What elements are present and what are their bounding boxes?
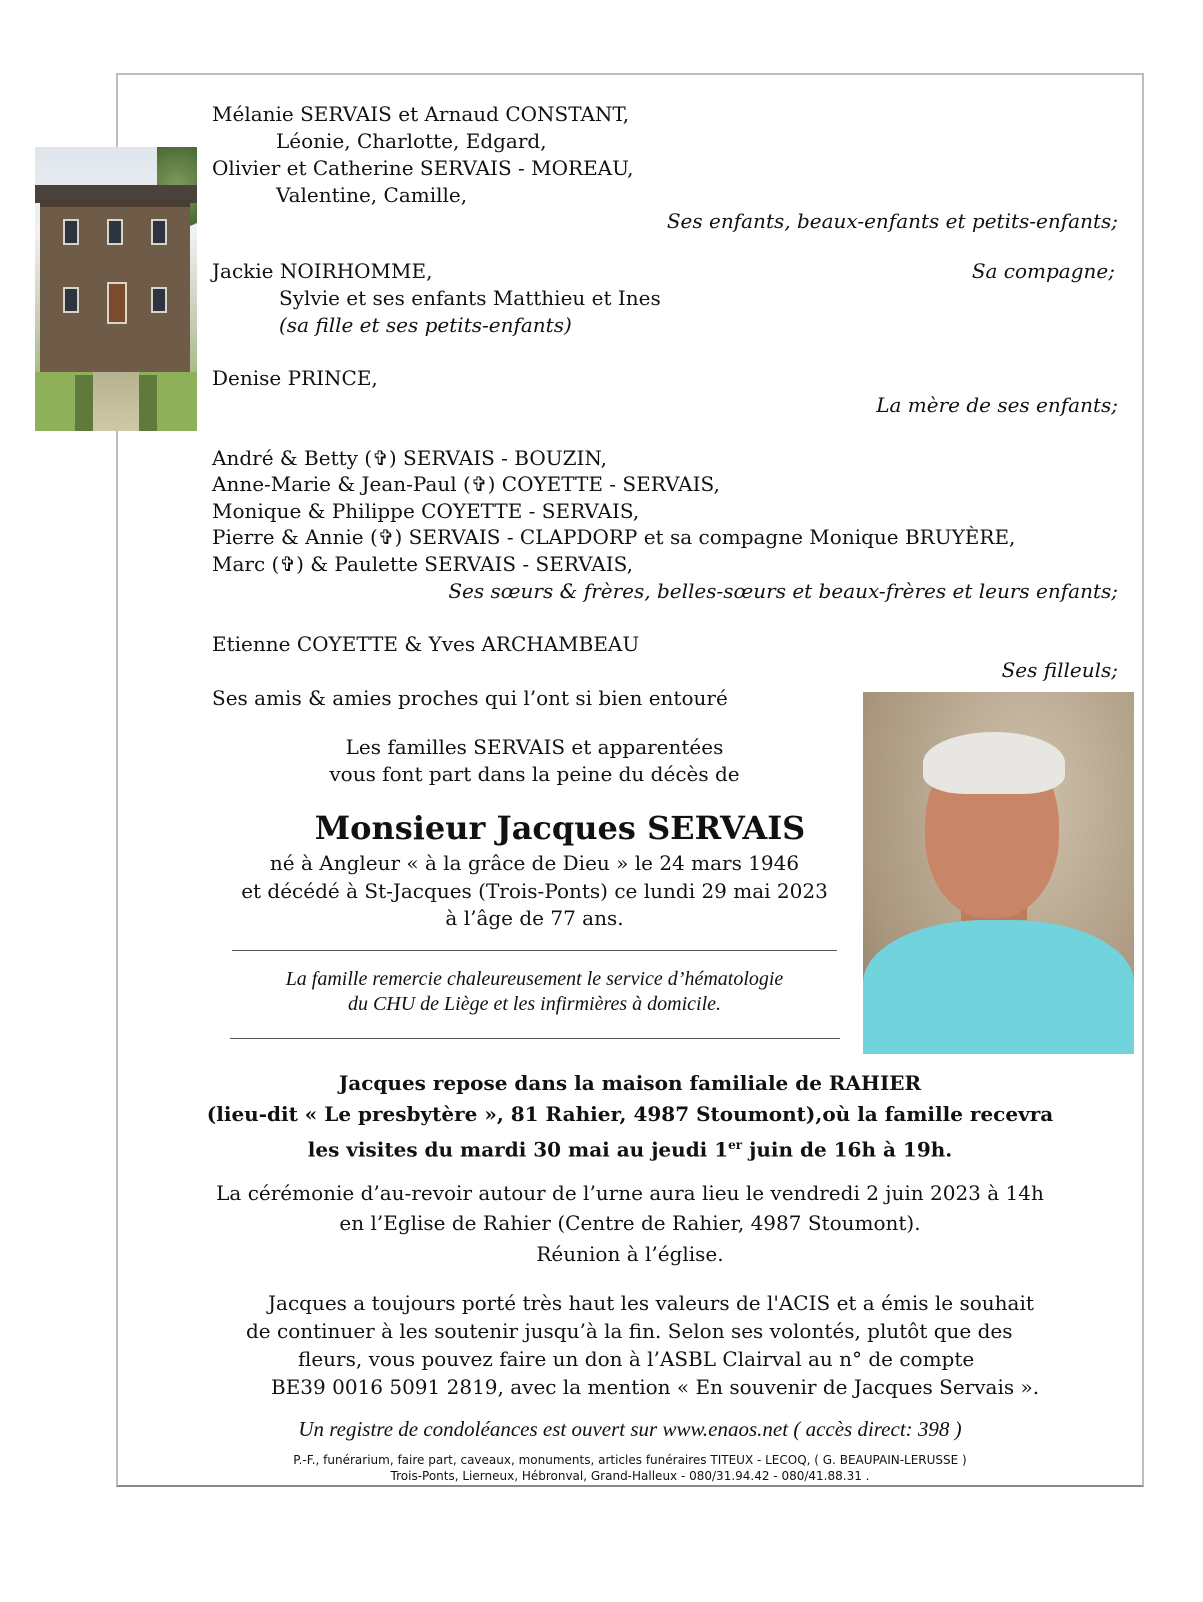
ceremony-line: en l’Eglise de Rahier (Centre de Rahier, 4987 Stoumont). [339, 1211, 921, 1235]
donation-line: fleurs, vous pouvez faire un don à l’ASBL Clairval au n° de compte [298, 1347, 975, 1371]
family-line: (sa fille et ses petits-enfants) [279, 313, 572, 337]
family-role: Ses filleuls; [1001, 658, 1118, 682]
registry-line: Un registre de condoléances est ouvert sur www.enaos.net ( accès direct: 398 ) [298, 1417, 962, 1441]
family-role: Ses sœurs & frères, belles-sœurs et beaux-frères et leurs enfants; [448, 579, 1118, 603]
family-line: Jackie NOIRHOMME, [212, 259, 433, 283]
visits-line: les visites du mardi 30 mai au jeudi 1er juin de 16h à 19h. [307, 1137, 953, 1162]
family-role: Ses enfants, beaux-enfants et petits-enfants; [666, 209, 1118, 233]
family-line: Anne-Marie & Jean-Paul (✞) COYETTE - SERVAIS, [212, 472, 720, 496]
family-line: Pierre & Annie (✞) SERVAIS - CLAPDORP et sa compagne Monique BRUYÈRE, [212, 525, 1016, 549]
age-line: à l’âge de 77 ans. [445, 906, 624, 930]
portrait-photo [863, 692, 1134, 1054]
deceased-name: Monsieur Jacques SERVAIS [314, 809, 806, 847]
announcement-line: Les familles SERVAIS et apparentées [345, 735, 724, 759]
ceremony-line: Réunion à l’église. [536, 1242, 724, 1266]
birth-line: né à Angleur « à la grâce de Dieu » le 24 mars 1946 [269, 851, 800, 875]
family-line: Monique & Philippe COYETTE - SERVAIS, [212, 499, 640, 523]
house-photo [35, 147, 197, 431]
thanks-line: du CHU de Liège et les infirmières à domicile. [347, 993, 722, 1015]
donation-line: BE39 0016 5091 2819, avec la mention « En souvenir de Jacques Servais ». [271, 1375, 1040, 1399]
donation-line: de continuer à les soutenir jusqu’à la fin. Selon ses volontés, plutôt que des [246, 1319, 1013, 1343]
family-line: Marc (✞) & Paulette SERVAIS - SERVAIS, [212, 552, 633, 576]
visits-line: (lieu-dit « Le presbytère », 81 Rahier, 4987 Stoumont),où la famille recevra [206, 1102, 1054, 1126]
family-line: André & Betty (✞) SERVAIS - BOUZIN, [212, 446, 607, 470]
thanks-line: La famille remercie chaleureusement le service d’hématologie [285, 968, 784, 990]
announcement-line: vous font part dans la peine du décès de [329, 762, 740, 786]
family-line: Mélanie SERVAIS et Arnaud CONSTANT, [212, 102, 630, 126]
family-role: Sa compagne; [971, 259, 1115, 283]
visits-line: Jacques repose dans la maison familiale de RAHIER [338, 1071, 922, 1095]
death-line: et décédé à St-Jacques (Trois-Ponts) ce lundi 29 mai 2023 [241, 879, 828, 903]
footer-line: Trois-Ponts, Lierneux, Hébronval, Grand-Halleux - 080/31.94.42 - 080/41.88.31 . [390, 1469, 870, 1483]
footer-line: P.-F., funérarium, faire part, caveaux, monuments, articles funéraires TITEUX - LECOQ, ( G. BEAUPAIN-LERUSSE ) [293, 1453, 967, 1467]
family-line: Valentine, Camille, [276, 183, 468, 207]
donation-line: Jacques a toujours porté très haut les valeurs de l'ACIS et a émis le souhait [268, 1291, 1034, 1315]
divider [232, 950, 837, 951]
family-line: Olivier et Catherine SERVAIS - MOREAU, [212, 156, 634, 180]
ceremony-line: La cérémonie d’au-revoir autour de l’urne aura lieu le vendredi 2 juin 2023 à 14h [216, 1181, 1044, 1205]
family-line: Léonie, Charlotte, Edgard, [276, 129, 547, 153]
family-role: La mère de ses enfants; [876, 393, 1118, 417]
family-line: Etienne COYETTE & Yves ARCHAMBEAU [212, 632, 640, 656]
family-line: Ses amis & amies proches qui l’ont si bien entouré [212, 686, 728, 710]
family-line: Denise PRINCE, [212, 366, 378, 390]
divider [230, 1038, 840, 1039]
family-line: Sylvie et ses enfants Matthieu et Ines [279, 286, 661, 310]
